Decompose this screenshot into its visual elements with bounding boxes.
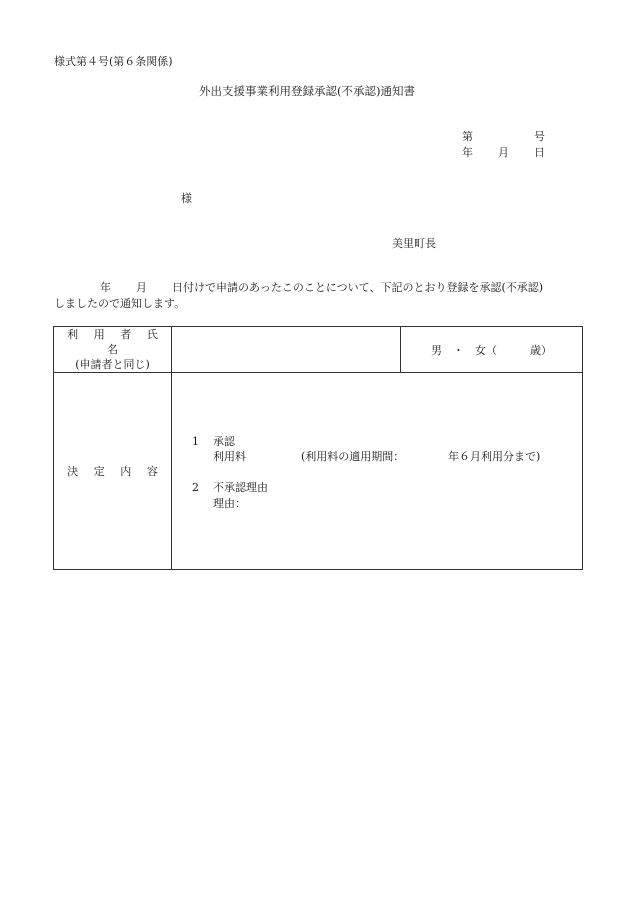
decision-content-cell[interactable]: [172, 373, 583, 570]
document-title: 外出支援事業利用登録承認(不承認)通知書: [199, 84, 415, 98]
fee-period-label: (利用料の適用期間：: [301, 450, 405, 463]
applicant-label: 利 用 者 氏 名: [67, 328, 164, 356]
doc-number-suffix: 号: [534, 130, 545, 143]
decision-label: 決 定 内 容: [67, 464, 164, 478]
body-month: 月: [136, 281, 147, 294]
fee-period-until: 年６月利用分まで): [448, 450, 541, 463]
fee-label: 利用料: [213, 450, 246, 463]
date-year: 年: [462, 146, 473, 159]
applicant-row: [54, 327, 583, 373]
item2-title: 不承認理由: [213, 481, 268, 494]
item1-number: 1: [192, 435, 199, 448]
body-text-line-1: 日付けで申請のあったこのことについて、下記のとおり登録を承認(不承認): [172, 281, 544, 294]
item2-number: 2: [192, 481, 199, 494]
doc-number-prefix: 第: [462, 130, 473, 143]
date-month: 月: [498, 146, 509, 159]
decision-label-cell: [54, 373, 172, 570]
applicant-label-cell: [54, 327, 172, 373]
decision-form-table: [53, 326, 583, 570]
form-number: 様式第４号(第６条関係): [54, 55, 173, 68]
sender-name: 美里町長: [392, 237, 436, 250]
date-day: 日: [534, 146, 545, 159]
reason-label: 理由：: [213, 497, 246, 510]
sex-age-cell: 男 ・ 女（ 歳）: [401, 327, 583, 373]
item1-title: 承認: [213, 435, 235, 448]
body-text-line-2: しましたので通知します。: [54, 297, 186, 310]
addressee-honorific: 様: [181, 192, 192, 205]
applicant-name-cell[interactable]: [172, 327, 401, 373]
applicant-sublabel: (申請者と同じ): [75, 358, 150, 371]
decision-row: [54, 373, 583, 570]
body-year: 年: [100, 281, 111, 294]
